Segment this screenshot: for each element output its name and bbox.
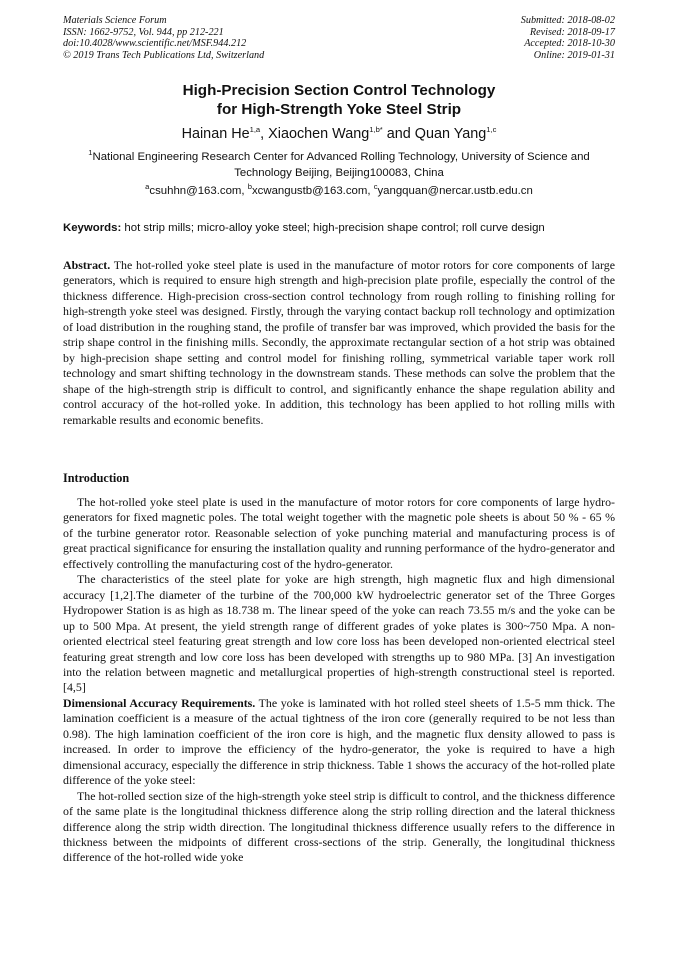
author-affiliation-mark: 1,a (249, 125, 261, 135)
author-affiliation-mark: 1,b* (369, 125, 383, 135)
paper-title (60, 81, 618, 119)
email-mark: c (373, 182, 378, 192)
paragraph: The characteristics of the steel plate for yoke are high strength, high magnetic flux and high dimensional accuracy [1,2].The diameter of the turbine of the 700,000 kW hydroelectric generator set of the Three Gorges Hydropower Station is as high as 18.738 m. The linear speed of the yoke can reach 73.55 m/s and the yoke can be up to 500 Mpa. At present, the yield strength range of different grades of yoke plates is 300~750 Mpa. A non-oriented electrical steel featuring great strength and low core loss has been developed non-oriented electrical steel featuring great strength and low core loss has been developed with strengths up to 980 MPa. [3] An investigation into the relation between magnetic and metallurgical properties of high-strength constructional steel is reported. [4,5] (63, 572, 615, 695)
keywords-text: hot strip mills; micro-alloy yoke steel; high-precision shape control; roll curve design (121, 222, 545, 234)
author-list (60, 125, 618, 143)
affiliation-mark: 1 (88, 148, 93, 158)
paragraph-text: The yoke is laminated with hot rolled steel sheets of 1.5-5 mm thick. The lamination coefficient is a measure of the actual tightness of the iron core (generally required to be not less than 0.98). The high lamination coefficient of the iron core is high, and the magnetic flux density allowed to pass is increased. In order to improve the efficiency of the hydro-generator, the yoke is required to have a high dimensional accuracy, especially the difference in strip thickness. Table 1 shows the accuracy of the hot-rolled plate difference of the yoke steel: (63, 695, 615, 788)
publication-dates (521, 15, 615, 61)
revised-date: Revised: 2018-09-17 (529, 26, 615, 38)
journal-name: Materials Science Forum (63, 15, 167, 26)
subsection-heading: Dimensional Accuracy Requirements. (63, 695, 256, 710)
email-link[interactable]: yangquan@nercar.ustb.edu.cn (377, 185, 533, 197)
author-separator: and (382, 126, 415, 142)
email-link[interactable]: xcwangustb@163.com, (251, 185, 374, 197)
email-mark: a (145, 182, 150, 192)
submitted-date: Submitted: 2018-08-02 (520, 15, 615, 26)
affiliation-text: National Engineering Research Center for Advanced Rolling Technology, University of Science and Technology Beijing, Beijing100083, China (92, 151, 590, 179)
keywords (63, 221, 615, 236)
copyright-line: © 2019 Trans Tech Publications Ltd, Switzerland (63, 49, 265, 61)
paragraph: The hot-rolled yoke steel plate is used in the manufacture of motor rotors for core components of large hydro-generators for fixed magnetic poles. The total weight together with the magnetic pole sheets is about 50 % - 65 % of the turbine generator rotor. Reasonable selection of yoke punching material and manufacturing process is of great practical significance for ensuring the installation quality and running performance of the hydro-generator and effectively controlling the manufacturing cost of the hydro-generator. (63, 495, 615, 571)
section-heading: Introduction (63, 471, 130, 485)
accepted-date: Accepted: 2018-10-30 (524, 38, 615, 50)
title-line-2: for High-Strength Yoke Steel Strip (216, 101, 462, 118)
keywords-label: Keywords: (63, 222, 122, 234)
paragraph (63, 696, 615, 789)
title-line-1: High-Precision Section Control Technology (182, 82, 496, 99)
online-date: Online: 2019-01-31 (533, 49, 615, 61)
abstract-label: Abstract. (63, 258, 111, 272)
publication-info (63, 15, 264, 61)
introduction-body (63, 495, 615, 866)
email-mark: b (247, 182, 252, 192)
author-name: Xiaochen Wang (268, 126, 370, 142)
issn-line: ISSN: 1662-9752, Vol. 944, pp 212-221 (63, 26, 224, 38)
abstract-text: The hot-rolled yoke steel plate is used in the manufacture of motor rotors for core components of large generators, which is required to ensure high strength and high-precision plate profile, especially the control of the thickness difference. High-precision cross-section control technology from rough rolling to finishing rolling for high-strength yoke steel was designed. Firstly, through the varying contact backup roll technology and optimization of load distribution in the roughing stand, the profile of transfer bar was improved, which provided the basis for the strip shape control in the finishing mills. Secondly, the approximate rectangular section of a hot strip was obtained by high-precision shape setting and control model for finishing rolling, symmetrical variable taper work roll technology and smart shifting technology in the downstream stands. These methods can solve the problem that the shape of the high-strength strip is difficult to control, and significantly enhance the shape regulation ability and control accuracy of the hot-rolled yoke. In addition, this technology has been applied to hot rolling mills with remarkable results and economic benefits. (63, 258, 615, 427)
author-affiliation-mark: 1,c (486, 125, 497, 135)
paragraph: The hot-rolled section size of the high-strength yoke steel strip is difficult to control, and the thickness difference of the same plate is the longitudinal thickness difference along the strip rolling direction and the lateral thickness difference along the strip width direction. The longitudinal thickness difference usually refers to the difference in thickness between the midpoints of different cross-sections of the strip. Generally, the longitudinal thickness difference of the hot-rolled wide yoke (63, 788, 615, 865)
author-name: Hainan He (181, 126, 250, 142)
author-separator: , (260, 126, 269, 142)
email-link[interactable]: csuhhn@163.com, (149, 185, 248, 197)
affiliation (60, 150, 618, 181)
abstract (63, 258, 615, 428)
author-name: Quan Yang (414, 126, 487, 142)
doi-line: doi:10.4028/www.scientific.net/MSF.944.212 (63, 38, 247, 50)
author-emails (60, 184, 618, 199)
